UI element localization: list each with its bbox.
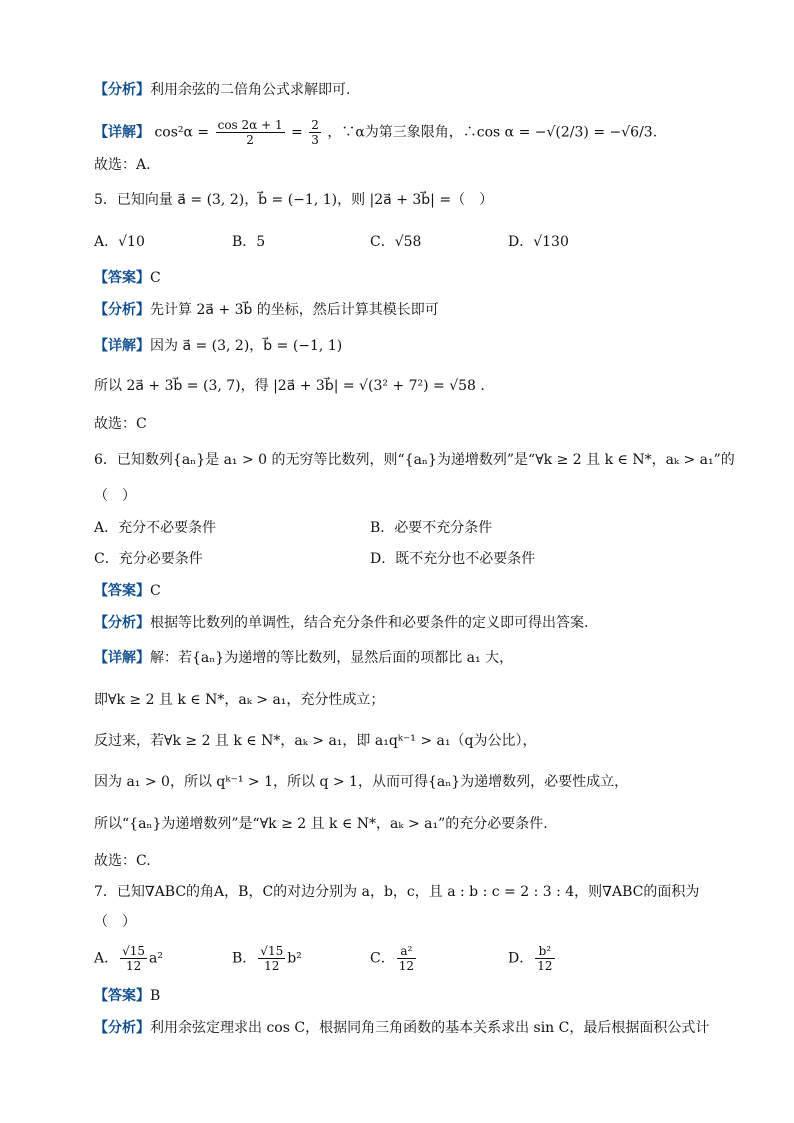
q4-detail-part-b: =: [291, 124, 303, 141]
q6-analysis-line: [94, 613, 588, 633]
answer-tag: 【答案】: [94, 583, 150, 599]
q6-option-c: C．充分必要条件: [94, 551, 203, 567]
q6-option-a: A．充分不必要条件: [94, 520, 217, 536]
q5-option-a: A．√10: [94, 234, 145, 250]
q7-answer-line: [94, 986, 160, 1006]
q5-detail-line: [94, 336, 342, 356]
q6-stem: 6．已知数列{aₙ}是 a₁ > 0 的无穷等比数列，则“{aₙ}为递增数列”是“∀k ≥ 2 且 k ∈ N*，aₖ > a₁”的: [94, 452, 735, 468]
q6-detail-line-4: 所以“{aₙ}为递增数列”是“∀k ≥ 2 且 k ∈ N*，aₖ > a₁”的充分必要条件.: [94, 816, 548, 832]
q7-option-a: [94, 944, 163, 973]
q4-detail-part-c: ，∵α为第三象限角，∴cos α = −: [327, 124, 547, 141]
q5-detail-text: 因为 a⃗ = (3, 2)，b⃗ = (−1, 1): [150, 338, 343, 354]
q7-option-label: C．: [370, 950, 395, 967]
q5-choose: 故选：C: [94, 416, 147, 432]
q7-option-fraction: [397, 944, 416, 973]
q4-analysis-text: 利用余弦的二倍角公式求解即可.: [150, 82, 351, 98]
q5-analysis-line: [94, 300, 439, 320]
q7-option-d: [508, 944, 557, 973]
q4-frac2-numerator: 2: [311, 118, 319, 132]
q7-option-tail: b²: [287, 950, 302, 967]
q5-stem: 5．已知向量 a⃗ = (3, 2)，b⃗ = (−1, 1)，则 |2a⃗ + 3b⃗| =（ ）: [94, 192, 494, 208]
q5-option-c: C．√58: [370, 234, 422, 250]
q7-option-fraction: [258, 944, 285, 973]
q4-choose: 故选：A.: [94, 157, 151, 173]
q4-frac1-denominator: 2: [246, 133, 254, 147]
detail-tag: 【详解】: [94, 338, 150, 354]
q7-option-fraction: [535, 944, 554, 973]
q7-frac-denominator: 12: [398, 959, 414, 973]
q6-answer: C: [150, 583, 161, 599]
q5-option-b: B．5: [232, 234, 266, 250]
q6-detail-line-3: 因为 a₁ > 0，所以 qᵏ⁻¹ > 1，所以 q > 1，从而可得{aₙ}为递增数列，必要性成立，: [94, 774, 629, 790]
q6-option-d: D．既不充分也不必要条件: [370, 551, 536, 567]
q4-fraction-2: [309, 118, 321, 147]
analysis-tag: 【分析】: [94, 615, 150, 631]
q4-frac2-denominator: 3: [311, 133, 319, 147]
q7-frac-numerator: √15: [122, 944, 146, 958]
detail-tag: 【详解】: [94, 124, 150, 141]
q7-stem: 7．已知∇ABC的角A，B，C的对边分别为 a，b，c，且 a : b : c = 2 : 3 : 4，则∇ABC的面积为: [94, 884, 700, 900]
analysis-tag: 【分析】: [94, 82, 150, 98]
q5-analysis-text: 先计算 2a⃗ + 3b⃗ 的坐标，然后计算其模长即可: [150, 302, 439, 318]
q4-detail-part-a: cos²α =: [154, 124, 210, 141]
q5-detail-line-2: 所以 2a⃗ + 3b⃗ = (3, 7)，得 |2a⃗ + 3b⃗| = √(3² + 7²) = √58 .: [94, 378, 485, 394]
detail-tag: 【详解】: [94, 650, 150, 666]
q5-answer: C: [150, 270, 161, 286]
q6-choose: 故选：C.: [94, 853, 151, 869]
q7-analysis-line: [94, 1018, 709, 1038]
q4-fraction-1: [216, 118, 285, 147]
q7-analysis-text: 利用余弦定理求出 cos C，根据同角三角函数的基本关系求出 sin C，最后根据面积公式计: [150, 1020, 710, 1036]
q4-frac1-numerator: cos 2α + 1: [217, 118, 283, 132]
q6-option-b: B．必要不充分条件: [370, 520, 493, 536]
q6-paren: （ ）: [94, 488, 136, 504]
q7-frac-numerator: a²: [397, 944, 416, 959]
q7-paren: （ ）: [94, 914, 136, 930]
analysis-tag: 【分析】: [94, 302, 150, 318]
q7-frac-numerator: b²: [535, 944, 554, 959]
q7-option-tail: a²: [149, 950, 164, 967]
q7-option-fraction: [120, 944, 147, 973]
q7-option-label: A．: [94, 950, 119, 967]
q6-detail-text: 解：若{aₙ}为递增的等比数列，显然后面的项都比 a₁ 大，: [150, 650, 514, 666]
q6-detail-line-1: 即∀k ≥ 2 且 k ∈ N*，aₖ > a₁，充分性成立；: [94, 692, 385, 708]
q6-detail-line-2: 反过来，若∀k ≥ 2 且 k ∈ N*，aₖ > a₁，即 a₁qᵏ⁻¹ > a₁（q为公比），: [94, 733, 537, 749]
q6-analysis-text: 根据等比数列的单调性，结合充分条件和必要条件的定义即可得出答案.: [150, 615, 589, 631]
q5-answer-line: [94, 268, 161, 288]
q6-detail-line: [94, 648, 513, 668]
answer-tag: 【答案】: [94, 270, 150, 286]
q7-answer: B: [150, 988, 161, 1004]
q7-frac-denominator: 12: [264, 959, 280, 973]
q7-frac-numerator: √15: [260, 944, 284, 958]
q7-option-label: D．: [508, 950, 534, 967]
q7-option-b: [232, 944, 302, 973]
q6-answer-line: [94, 581, 161, 601]
q4-analysis-line: [94, 80, 350, 100]
analysis-tag: 【分析】: [94, 1020, 150, 1036]
q5-option-d: D．√130: [508, 234, 569, 250]
q7-option-c: [370, 944, 418, 973]
answer-tag: 【答案】: [94, 988, 150, 1004]
q7-option-label: B．: [232, 950, 257, 967]
q4-detail-part-d: √(2/3) = −√6/3.: [546, 124, 658, 141]
q7-frac-denominator: 12: [537, 959, 553, 973]
q7-frac-denominator: 12: [125, 959, 142, 973]
q4-detail-line: [94, 118, 657, 147]
